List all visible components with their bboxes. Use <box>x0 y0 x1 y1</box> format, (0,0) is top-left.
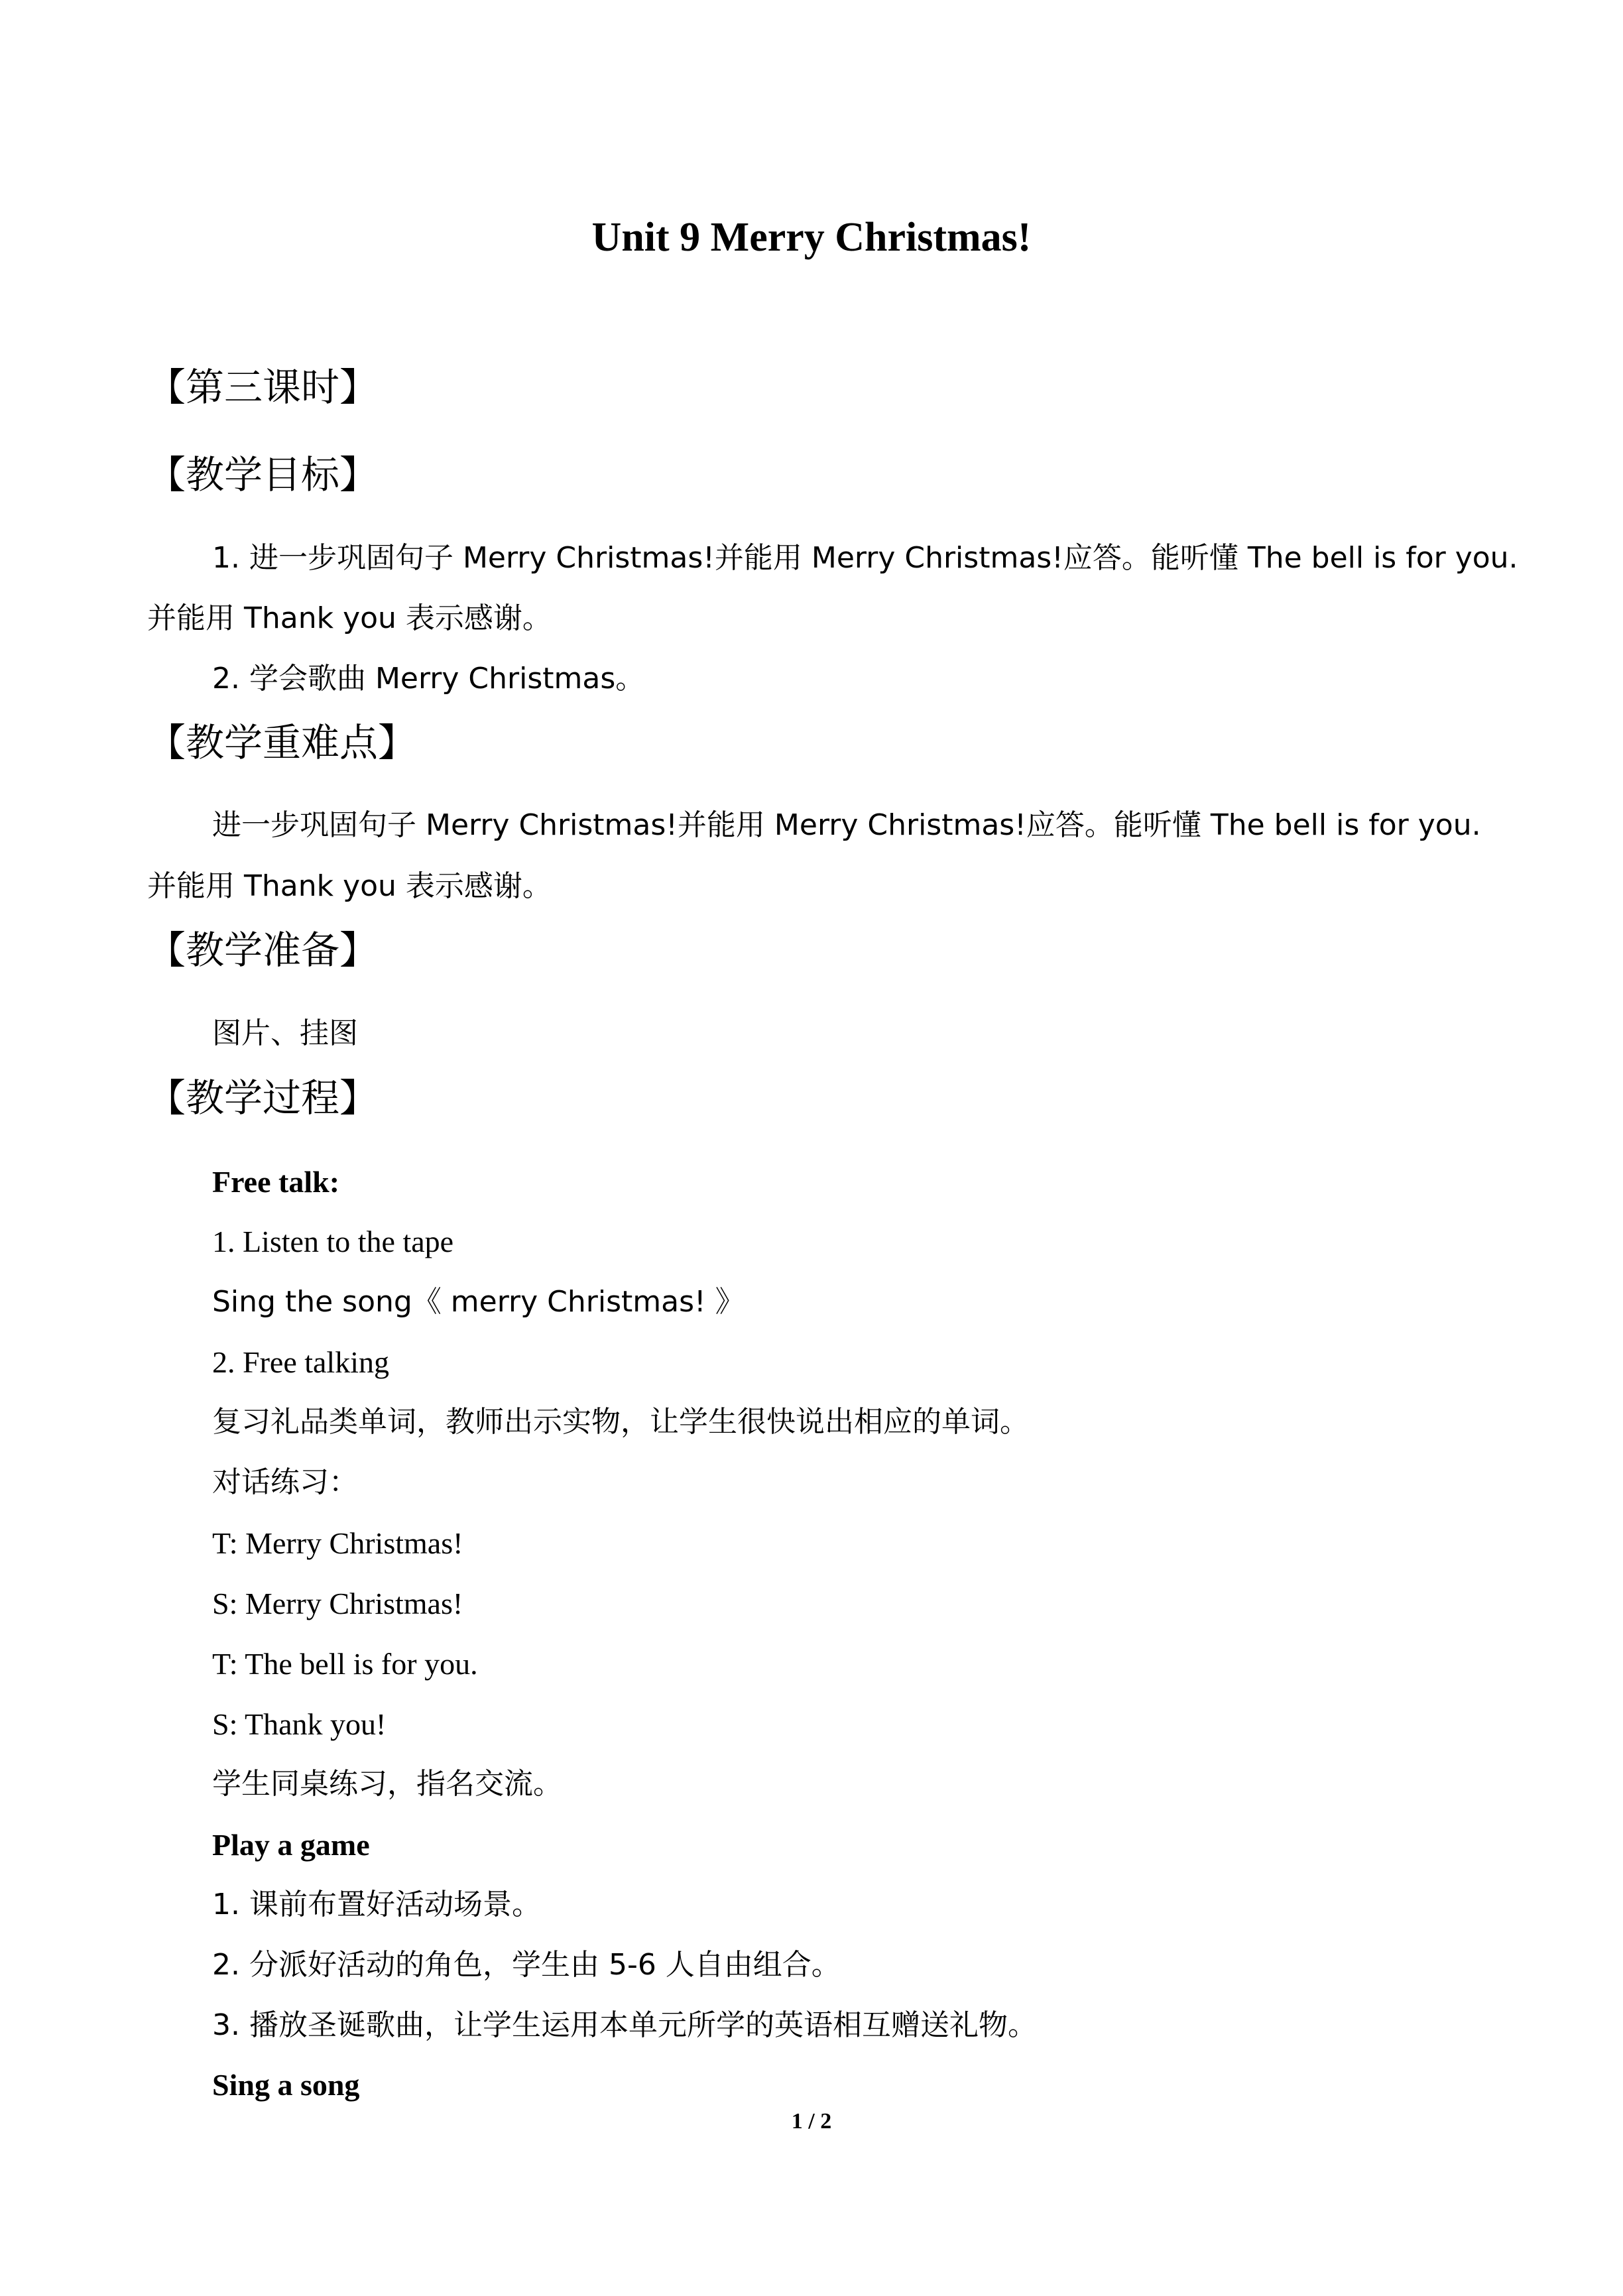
dialogue-line-1: T: Merry Christmas! <box>212 1526 463 1560</box>
dialogue-line-3: T: The bell is for you. <box>212 1647 478 1681</box>
game-step-1: 1. 课前布置好活动场景。 <box>212 1888 541 1921</box>
dialogue-line-2: S: Merry Christmas! <box>212 1587 463 1620</box>
sing-song-line: Sing the song《 merry Christmas! 》 <box>212 1285 745 1319</box>
section-heading-prep: 【教学准备】 <box>147 928 379 973</box>
section-heading-period: 【第三课时】 <box>147 365 379 410</box>
page-title: Unit 9 Merry Christmas! <box>591 215 1032 260</box>
step-2: 2. Free talking <box>212 1345 389 1379</box>
section-heading-keypoints: 【教学重难点】 <box>147 720 417 765</box>
song-heading: Sing a song <box>212 2068 360 2102</box>
section-heading-process: 【教学过程】 <box>147 1075 379 1120</box>
review-text: 复习礼品类单词，教师出示实物，让学生很快说出相应的单词。 <box>212 1405 1029 1439</box>
goal-1-line-1: 1. 进一步巩固句子 Merry Christmas!并能用 Merry Christmas!应答。能听懂 The bell is for you. <box>212 541 1518 575</box>
free-talk-heading: Free talk: <box>212 1165 340 1199</box>
section-heading-goals: 【教学目标】 <box>147 452 379 497</box>
game-step-2: 2. 分派好活动的角色，学生由 5-6 人自由组合。 <box>212 1948 841 1982</box>
game-step-3: 3. 播放圣诞歌曲，让学生运用本单元所学的英语相互赠送礼物。 <box>212 2008 1037 2042</box>
pair-practice: 学生同桌练习，指名交流。 <box>212 1767 562 1801</box>
dialogue-line-4: S: Thank you! <box>212 1707 387 1741</box>
goal-1-line-2: 并能用 Thank you 表示感谢。 <box>147 601 552 635</box>
game-heading: Play a game <box>212 1828 370 1862</box>
prep-text: 图片、挂图 <box>212 1016 358 1050</box>
dialogue-label: 对话练习： <box>212 1465 358 1499</box>
keypoints-line-1: 进一步巩固句子 Merry Christmas!并能用 Merry Christmas!应答。能听懂 The bell is for you. <box>212 808 1481 842</box>
page-number: 1 / 2 <box>791 2109 832 2134</box>
keypoints-line-2: 并能用 Thank you 表示感谢。 <box>147 869 552 903</box>
goal-2: 2. 学会歌曲 Merry Christmas。 <box>212 662 645 695</box>
step-1: 1. Listen to the tape <box>212 1225 454 1258</box>
